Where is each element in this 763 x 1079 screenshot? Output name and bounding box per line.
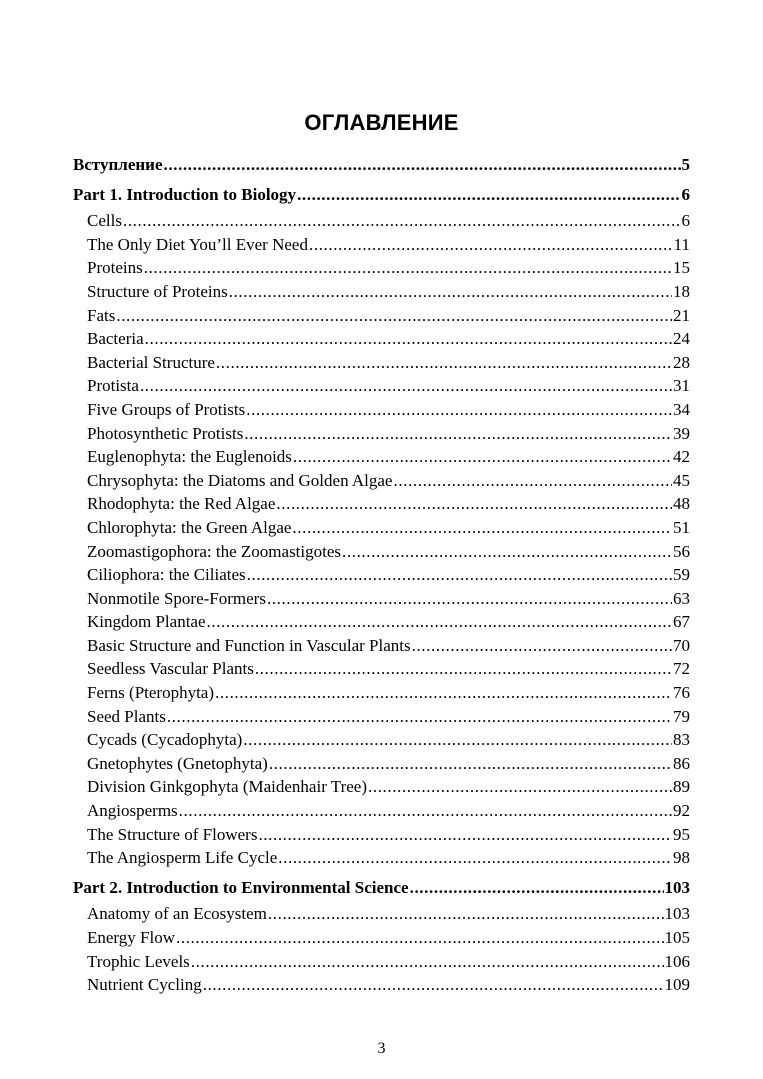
toc-entry-page: 109: [664, 975, 690, 995]
toc-entry: [73, 233, 690, 257]
toc-entry: [73, 926, 690, 950]
toc-entry-page: 98: [673, 848, 690, 868]
toc-dot-leader: [247, 563, 672, 587]
toc-entry: [73, 469, 690, 493]
toc-dot-leader: [393, 469, 672, 493]
toc-entry-title: Part 2. Introduction to Environmental Science: [73, 877, 409, 897]
toc-entry-title: Proteins: [87, 258, 143, 278]
toc-dot-leader: [368, 775, 672, 799]
toc-dot-leader: [246, 398, 672, 422]
toc-entry-page: 28: [673, 352, 690, 372]
toc-entry-title: Seed Plants: [87, 706, 166, 726]
toc-entry-title: Chrysophyta: the Diatoms and Golden Algae: [87, 470, 393, 490]
toc-dot-leader: [215, 681, 672, 705]
toc-entry-title: Cycads (Cycadophyta): [87, 730, 243, 750]
toc-dot-leader: [276, 492, 672, 516]
toc-entry: [73, 752, 690, 776]
toc-entry-page: 34: [673, 399, 690, 419]
toc-entry-title: Structure of Proteins: [87, 281, 228, 301]
toc-entry-page: 6: [681, 184, 690, 204]
toc-entry-page: 106: [664, 951, 690, 971]
toc-dot-leader: [255, 657, 672, 681]
toc-dot-leader: [203, 973, 664, 997]
toc-dot-leader: [179, 799, 672, 823]
toc-entry: [73, 398, 690, 422]
toc-dot-leader: [191, 950, 664, 974]
toc-entry-page: 72: [673, 659, 690, 679]
toc-dot-leader: [412, 634, 672, 658]
toc-entry-page: 5: [681, 155, 690, 174]
toc-entry-page: 103: [664, 877, 690, 897]
toc-entry-page: 45: [673, 470, 690, 490]
toc-entry-title: Gnetophytes (Gnetophyta): [87, 753, 268, 773]
toc-entry-page: 15: [673, 258, 690, 278]
toc-entry-title: Cells: [87, 211, 122, 231]
toc-entry-title: The Only Diet You’ll Ever Need: [87, 234, 308, 254]
toc-dot-leader: [293, 445, 672, 469]
toc-entry-page: 59: [673, 565, 690, 585]
toc-entry-title: Kingdom Plantae: [87, 612, 206, 632]
toc-entry-title: Fats: [87, 305, 116, 325]
toc-entry-page: 67: [673, 612, 690, 632]
toc-dot-leader: [267, 587, 672, 611]
toc-entry: [73, 422, 690, 446]
toc-entry: [73, 492, 690, 516]
toc-entry: [73, 209, 690, 233]
toc-entry-title: Zoomastigophora: the Zoomastigotes: [87, 541, 342, 561]
toc-entry-title: Trophic Levels: [87, 951, 190, 971]
toc-entry-page: 48: [673, 494, 690, 514]
toc-entry-title: Bacterial Structure: [87, 352, 215, 372]
toc-dot-leader: [243, 728, 672, 752]
toc-dot-leader: [244, 422, 672, 446]
toc-entry: [73, 374, 690, 398]
toc-entry-page: 76: [673, 683, 690, 703]
toc-entry-title: Ciliophora: the Ciliates: [87, 565, 246, 585]
toc-entry-page: 89: [673, 777, 690, 797]
toc-entry-title: Chlorophyta: the Green Algae: [87, 517, 292, 537]
toc-entry: [73, 587, 690, 611]
toc-entry: [73, 657, 690, 681]
toc-entry-title: Seedless Vascular Plants: [87, 659, 254, 679]
toc-entry: [73, 563, 690, 587]
toc-entry: [73, 610, 690, 634]
toc-entry-title: Division Ginkgophyta (Maidenhair Tree): [87, 777, 367, 797]
toc-entry: [73, 705, 690, 729]
toc-entry-page: 6: [681, 211, 690, 231]
toc-dot-leader: [278, 846, 672, 870]
toc-entry-title: Protista: [87, 376, 139, 396]
toc-entry-title: Angiosperms: [87, 801, 178, 821]
toc-entry-title: The Angiosperm Life Cycle: [87, 848, 278, 868]
toc-entry: [73, 728, 690, 752]
toc-dot-leader: [229, 280, 672, 304]
toc-entry-page: 95: [673, 824, 690, 844]
toc-dot-leader: [176, 926, 664, 950]
toc-entry: [73, 823, 690, 847]
toc-entry: [73, 280, 690, 304]
toc-entry-title: Вступление: [73, 155, 163, 174]
toc-dot-leader: [292, 516, 672, 540]
toc-entry: [73, 902, 690, 926]
toc-entry-title: Anatomy of an Ecosystem: [87, 904, 267, 924]
toc-entry-title: Energy Flow: [87, 928, 175, 947]
toc-entry-page: 86: [673, 753, 690, 773]
toc-entry-page: 105: [664, 928, 690, 947]
toc-entry-title: Bacteria: [87, 329, 144, 349]
toc-dot-leader: [144, 256, 672, 280]
toc-entry-page: 92: [673, 801, 690, 821]
toc-entry: [73, 846, 690, 870]
toc-entry-title: Nutrient Cycling: [87, 975, 202, 995]
toc-entry-page: 18: [673, 281, 690, 301]
toc-entry-title: Euglenophyta: the Euglenoids: [87, 447, 292, 467]
toc-dot-leader: [140, 374, 672, 398]
toc-dot-leader: [123, 209, 681, 233]
toc-entry-page: 79: [673, 706, 690, 726]
toc-entry: [73, 327, 690, 351]
toc-entry-page: 21: [673, 305, 690, 325]
toc-entry: [73, 540, 690, 564]
toc-dot-leader: [410, 876, 664, 900]
toc-dot-leader: [258, 823, 672, 847]
toc-entry-page: 83: [673, 730, 690, 750]
toc-entry: [73, 950, 690, 974]
toc-part-entry: [73, 153, 690, 177]
toc-dot-leader: [269, 752, 672, 776]
toc-part-entry: [73, 876, 690, 900]
toc-entry-title: Part 1. Introduction to Biology: [73, 184, 297, 204]
toc-heading: ОГЛАВЛЕНИЕ: [304, 110, 459, 135]
page-number: 3: [377, 1040, 386, 1057]
toc-entry: [73, 634, 690, 658]
toc-entry: [73, 775, 690, 799]
toc-entry-page: 11: [673, 234, 690, 254]
toc-dot-leader: [207, 610, 672, 634]
toc-part-entry: [73, 183, 690, 207]
toc-dot-leader: [297, 183, 680, 207]
toc-entry-title: Basic Structure and Function in Vascular Plants: [87, 635, 411, 655]
toc-dot-leader: [216, 351, 672, 375]
toc-entry: [73, 681, 690, 705]
toc-dot-leader: [167, 705, 672, 729]
toc-entry: [73, 445, 690, 469]
toc-entry-title: Photosynthetic Protists: [87, 423, 244, 443]
toc-entry-page: 103: [664, 904, 690, 924]
toc-entry-page: 39: [673, 423, 690, 443]
toc-entry-title: The Structure of Flowers: [87, 824, 258, 844]
toc-entry-page: 63: [673, 588, 690, 608]
toc-dot-leader: [164, 153, 681, 177]
toc-entry: [73, 516, 690, 540]
toc-entry: [73, 351, 690, 375]
toc-dot-leader: [309, 233, 673, 257]
toc-entry-title: Rhodophyta: the Red Algae: [87, 494, 276, 514]
toc-entry: [73, 799, 690, 823]
toc-entry-page: 70: [673, 635, 690, 655]
toc-entry-title: Nonmotile Spore-Formers: [87, 588, 266, 608]
toc-entry-title: Ferns (Pterophyta): [87, 683, 215, 703]
table-of-contents: [73, 153, 690, 997]
toc-entry-page: 42: [673, 447, 690, 467]
toc-entry-page: 51: [673, 517, 690, 537]
toc-entry-page: 31: [673, 376, 690, 396]
toc-entry-page: 56: [673, 541, 690, 561]
toc-entry-title: Five Groups of Protists: [87, 399, 246, 419]
toc-entry: [73, 304, 690, 328]
toc-dot-leader: [342, 540, 672, 564]
toc-dot-leader: [145, 327, 672, 351]
toc-entry-page: 24: [673, 329, 690, 349]
toc-entry: [73, 973, 690, 997]
toc-entry: [73, 256, 690, 280]
toc-dot-leader: [268, 902, 664, 926]
toc-dot-leader: [116, 304, 672, 328]
